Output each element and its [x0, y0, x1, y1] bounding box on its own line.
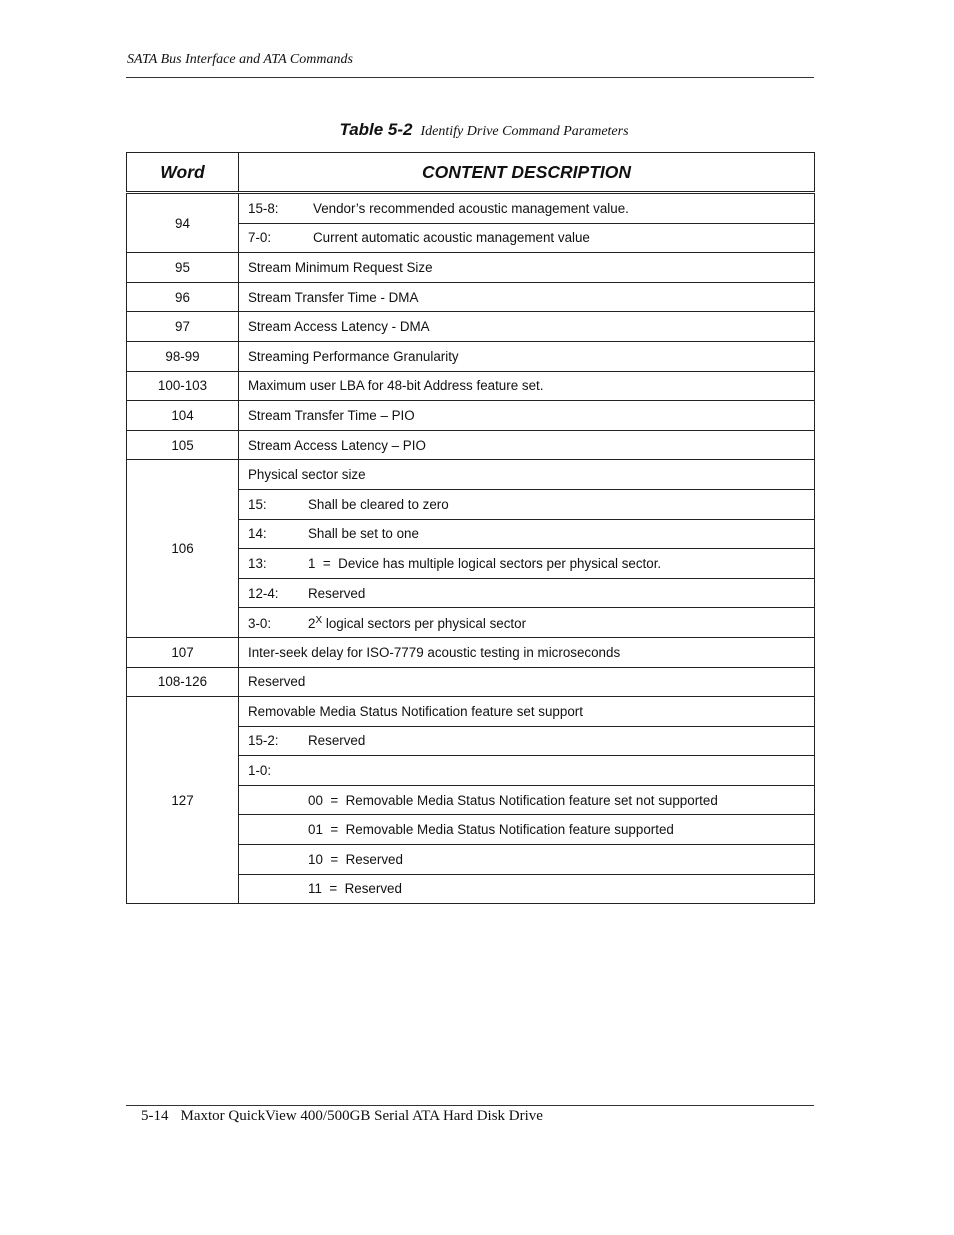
- table-row: [127, 430, 815, 460]
- description-cell: Stream Transfer Time – PIO: [239, 401, 815, 431]
- description-cell: [239, 785, 815, 815]
- description-cell: [239, 815, 815, 845]
- column-header-word: Word: [127, 153, 239, 193]
- word-cell: 100-103: [127, 371, 239, 401]
- table-row: [127, 341, 815, 371]
- table-number: Table 5-2: [339, 120, 413, 139]
- description-cell: [239, 223, 815, 253]
- description-cell: [239, 756, 815, 786]
- table-row: [127, 371, 815, 401]
- description-cell: [239, 519, 815, 549]
- column-header-content-description: CONTENT DESCRIPTION: [239, 153, 815, 193]
- bit-description: Reserved: [308, 733, 366, 749]
- running-header: SATA Bus Interface and ATA Commands: [127, 52, 353, 67]
- value-description: 10 = Reserved: [308, 851, 403, 867]
- header-rule: [126, 77, 814, 78]
- table-row: [127, 460, 815, 490]
- description-cell: Reserved: [239, 667, 815, 697]
- description-cell: [239, 608, 815, 638]
- table-row: [127, 193, 815, 224]
- table-row: [127, 697, 815, 727]
- value-description: 00 = Removable Media Status Notification feature set not supported: [308, 792, 718, 808]
- description-cell: [239, 845, 815, 875]
- description-cell: Inter-seek delay for ISO-7779 acoustic testing in microseconds: [239, 637, 815, 667]
- word-cell: 97: [127, 312, 239, 342]
- table-row: [127, 282, 815, 312]
- bit-description: 1 = Device has multiple logical sectors per physical sector.: [308, 555, 662, 571]
- bit-range: 1-0:: [248, 763, 272, 779]
- description-cell: [239, 193, 815, 224]
- table-header-row: [127, 153, 815, 193]
- word-cell: 96: [127, 282, 239, 312]
- word-cell: 98-99: [127, 341, 239, 371]
- footer-title: Maxtor QuickView 400/500GB Serial ATA Hard Disk Drive: [180, 1108, 543, 1124]
- table-row: [127, 637, 815, 667]
- description-cell: Stream Transfer Time - DMA: [239, 282, 815, 312]
- bit-description: logical sectors per physical sector: [322, 615, 527, 631]
- description-cell: Physical sector size: [239, 460, 815, 490]
- bit-range: 14:: [248, 526, 267, 542]
- description-cell: [239, 489, 815, 519]
- bit-description: Shall be cleared to zero: [308, 496, 449, 512]
- word-cell: 107: [127, 637, 239, 667]
- description-cell: [239, 726, 815, 756]
- word-cell: 95: [127, 253, 239, 283]
- word-cell: 105: [127, 430, 239, 460]
- bit-description: Vendor’s recommended acoustic management value.: [313, 200, 629, 216]
- bit-range: 15-8:: [248, 200, 279, 216]
- description-cell: Stream Access Latency – PIO: [239, 430, 815, 460]
- power-exponent: X: [315, 614, 323, 626]
- bit-range: 15:: [248, 496, 267, 512]
- table-caption: [0, 120, 954, 140]
- table-row: [127, 312, 815, 342]
- description-cell: [239, 874, 815, 904]
- description-cell: [239, 578, 815, 608]
- identify-drive-table: [126, 152, 815, 904]
- bit-description: Reserved: [308, 585, 366, 601]
- bit-range: 7-0:: [248, 230, 272, 246]
- description-cell: Streaming Performance Granularity: [239, 341, 815, 371]
- table-row: [127, 253, 815, 283]
- table-row: [127, 401, 815, 431]
- footer-rule: [126, 1105, 814, 1106]
- word-cell: 104: [127, 401, 239, 431]
- value-description: 11 = Reserved: [308, 881, 402, 897]
- bit-range: 3-0:: [248, 615, 272, 631]
- word-cell: 106: [127, 460, 239, 638]
- description-cell: Stream Access Latency - DMA: [239, 312, 815, 342]
- bit-description: Current automatic acoustic management value: [313, 230, 590, 246]
- value-description: 01 = Removable Media Status Notification feature supported: [308, 822, 674, 838]
- word-cell: 127: [127, 697, 239, 904]
- word-cell: 108-126: [127, 667, 239, 697]
- description-cell: [239, 549, 815, 579]
- word-cell: 94: [127, 193, 239, 253]
- bit-description: Shall be set to one: [308, 526, 419, 542]
- bit-range: 15-2:: [248, 733, 279, 749]
- description-cell: Stream Minimum Request Size: [239, 253, 815, 283]
- description-cell: Maximum user LBA for 48-bit Address feature set.: [239, 371, 815, 401]
- description-cell: Removable Media Status Notification feature set support: [239, 697, 815, 727]
- page-footer: [141, 1108, 543, 1125]
- table-title: Identify Drive Command Parameters: [420, 124, 629, 139]
- table-row: [127, 667, 815, 697]
- bit-range: 13:: [248, 555, 267, 571]
- page-number: 5-14: [141, 1108, 169, 1124]
- power-base: 2: [308, 615, 316, 631]
- bit-range: 12-4:: [248, 585, 279, 601]
